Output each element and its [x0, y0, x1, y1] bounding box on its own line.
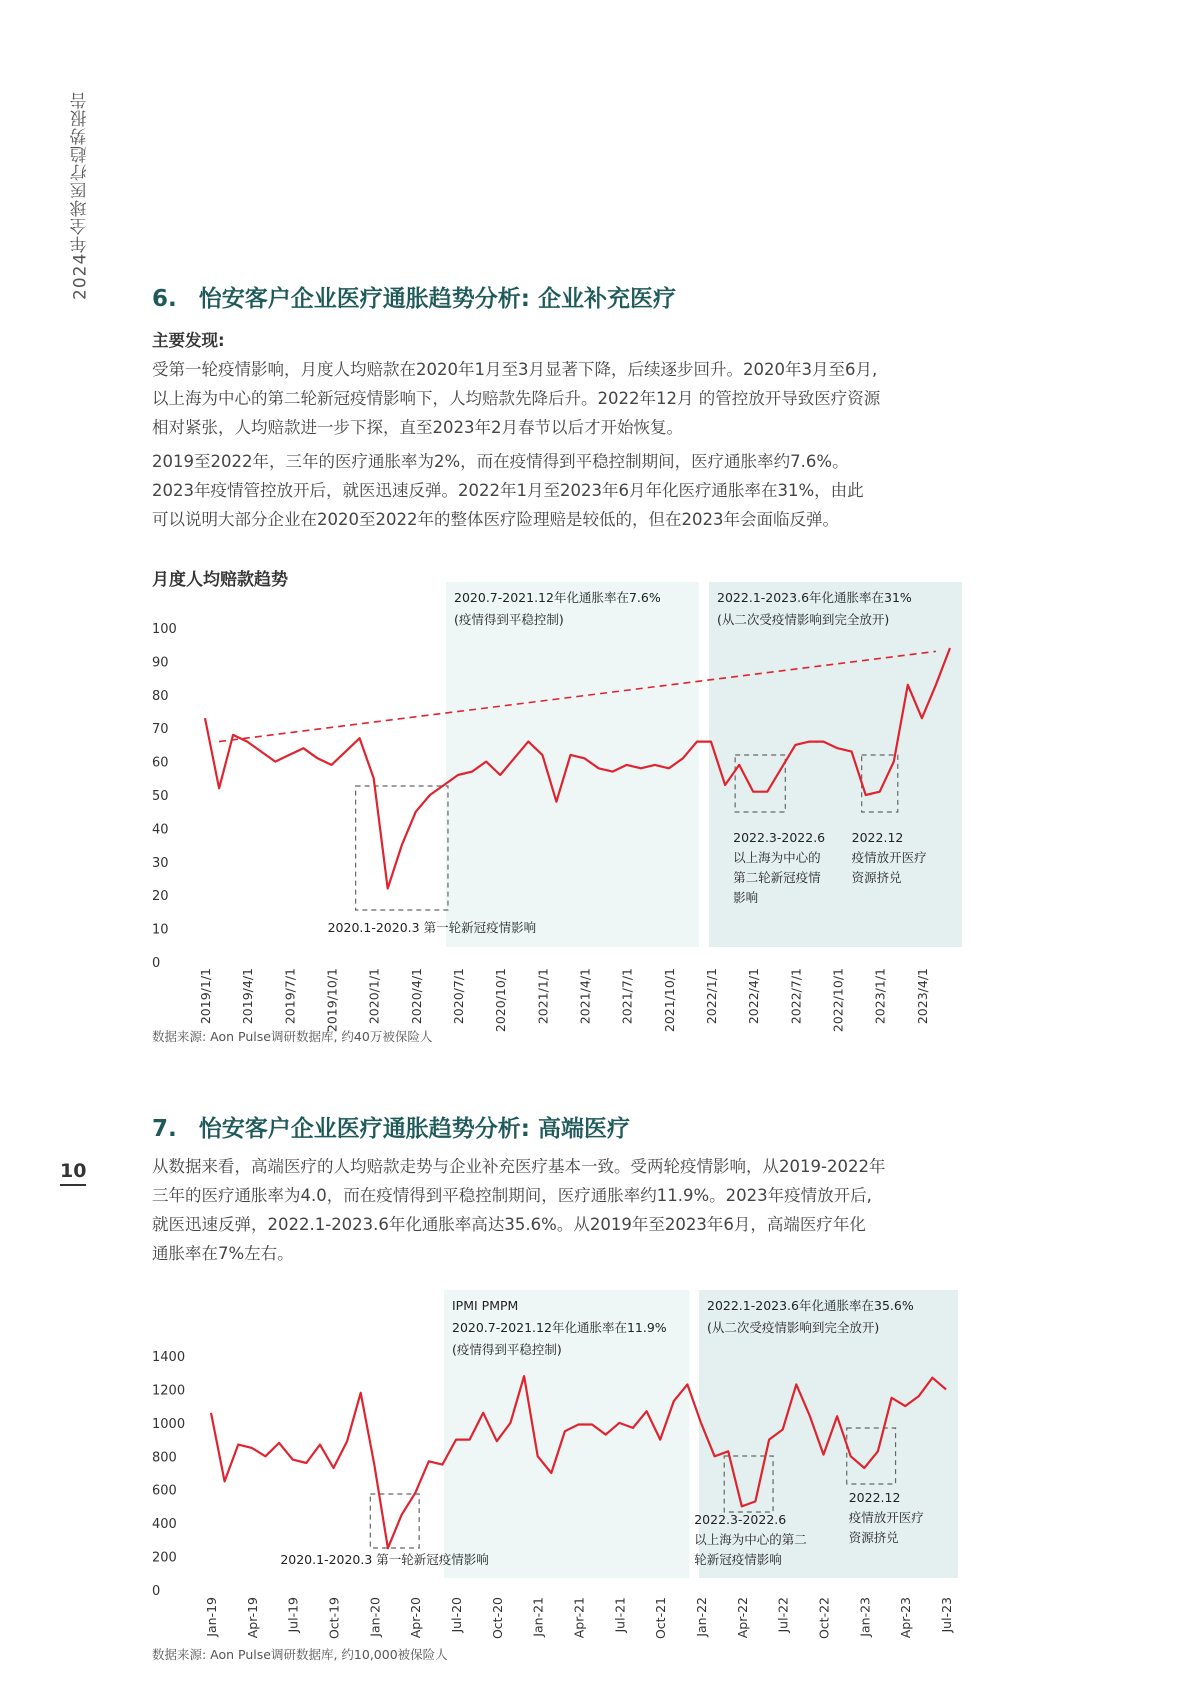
period-label: 2020.7-2021.12年化通胀率在7.6% [454, 590, 661, 605]
chart-1-title: 月度人均赔款趋势 [152, 570, 288, 590]
x-tick-label: 2020/7/1 [451, 968, 467, 1025]
x-tick-label: 2021/7/1 [619, 968, 635, 1025]
x-tick-label: 2019/10/1 [324, 968, 340, 1033]
y-tick-label: 10 [152, 922, 169, 938]
y-tick-label: 80 [152, 688, 169, 704]
para1-line: 受第一轮疫情影响，月度人均赔款在2020年1月至3月显著下降，后续逐步回升。2020年3月至6月, [152, 360, 878, 379]
x-tick-label: 2023/1/1 [872, 968, 888, 1025]
annotation-label: 疫情放开医疗 [848, 1510, 924, 1525]
section-7-number: 7. [152, 1116, 177, 1142]
para2-line: 2023年疫情管控放开后，就医迅速反弹。2022年1月至2023年6月年化医疗通胀率在31%，由此 [152, 481, 864, 500]
period-label: (从二次受疫情影响到完全放开) [717, 612, 890, 627]
y-tick-label: 0 [152, 1584, 161, 1599]
y-tick-label: 1400 [152, 1350, 186, 1365]
y-tick-label: 50 [152, 789, 169, 804]
annotation-label: 2022.12 [848, 1490, 901, 1505]
period-label: 2020.7-2021.12年化通胀率在11.9% [452, 1320, 667, 1335]
x-tick-label: Jul-20 [449, 1597, 464, 1633]
x-tick-label: 2021/10/1 [661, 968, 677, 1033]
x-tick-label: Oct-22 [816, 1597, 832, 1640]
x-tick-label: 2019/4/1 [240, 968, 256, 1025]
shaded-period-1 [446, 582, 699, 947]
y-tick-label: 60 [152, 755, 169, 771]
chart-2-source: 数据来源: Aon Pulse调研数据库, 约10,000被保险人 [152, 1647, 448, 1662]
para1-line: 以上海为中心的第二轮新冠疫情影响下，人均赔款先降后升。2022年12月 的管控放开导致医疗资源 [152, 389, 881, 408]
period-label: 2022.1-2023.6年化通胀率在31% [717, 590, 912, 605]
chart-1-source: 数据来源: Aon Pulse调研数据库, 约40万被保险人 [152, 1029, 433, 1044]
x-tick-label: Apr-22 [734, 1597, 750, 1639]
annotation-label: 2020.1-2020.3 第一轮新冠疫情影响 [280, 1552, 489, 1567]
period-label: (疫情得到平稳控制) [452, 1342, 562, 1357]
y-tick-label: 40 [152, 822, 169, 838]
x-tick-label: Oct-20 [489, 1597, 505, 1640]
annotation-label: 资源挤兑 [851, 870, 902, 885]
x-tick-label: 2022/10/1 [830, 968, 846, 1033]
x-tick-label: Apr-19 [244, 1597, 260, 1639]
x-tick-label: Apr-21 [571, 1597, 587, 1639]
annotation-label: 以上海为中心的第二 [694, 1532, 807, 1547]
y-tick-label: 70 [152, 722, 169, 738]
x-tick-label: 2019/1/1 [198, 968, 213, 1025]
annotation-label: 资源挤兑 [848, 1530, 899, 1545]
x-tick-label: 2020/4/1 [408, 968, 424, 1025]
findings-label: 主要发现: [152, 331, 225, 350]
x-tick-label: Jul-23 [939, 1597, 954, 1633]
y-tick-label: 400 [152, 1517, 177, 1533]
annotation-label: 2022.3-2022.6 [694, 1512, 787, 1527]
x-tick-label: 2021/1/1 [535, 968, 551, 1025]
period-label: 2022.1-2023.6年化通胀率在35.6% [707, 1298, 914, 1313]
annotation-label: 以上海为中心的 [733, 850, 821, 865]
para1-line: 相对紧张，人均赔款进一步下探，直至2023年2月春节以后才开始恢复。 [152, 418, 683, 437]
section-7-title: 怡安客户企业医疗通胀趋势分析: 高端医疗 [198, 1116, 630, 1142]
annotation-label: 疫情放开医疗 [851, 850, 927, 865]
x-tick-label: Jul-22 [775, 1597, 791, 1633]
period-label: IPMI PMPM [452, 1298, 519, 1313]
para-line: 三年的医疗通胀率为4.0，而在疫情得到平稳控制期间，医疗通胀率约11.9%。2023年疫情放开后, [152, 1186, 872, 1205]
y-tick-label: 600 [152, 1483, 177, 1499]
annotation-label: 2020.1-2020.3 第一轮新冠疫情影响 [327, 920, 537, 935]
period-label: (从二次受疫情影响到完全放开) [707, 1320, 880, 1335]
x-tick-label: Oct-21 [653, 1597, 669, 1640]
annotation-label: 2022.3-2022.6 [733, 830, 826, 845]
annotation-label: 影响 [733, 890, 759, 905]
para2-line: 2019至2022年，三年的医疗通胀率为2%，而在疫情得到平稳控制期间，医疗通胀率约7.6%。 [152, 452, 849, 471]
y-tick-label: 200 [152, 1550, 177, 1566]
annotation-box [370, 1494, 419, 1548]
x-tick-label: 2022/1/1 [704, 968, 720, 1025]
section-6-number: 6. [152, 286, 177, 312]
y-tick-label: 0 [152, 956, 161, 971]
y-tick-label: 90 [152, 655, 169, 671]
x-tick-label: Apr-23 [898, 1597, 914, 1639]
x-tick-label: Jan-22 [694, 1597, 709, 1637]
x-tick-label: Apr-20 [408, 1597, 424, 1639]
para-line: 通胀率在7%左右。 [152, 1244, 294, 1263]
para2-line: 可以说明大部分企业在2020至2022年的整体医疗险理赔是较低的，但在2023年会面临反弹。 [152, 510, 839, 529]
para-line: 就医迅速反弹，2022.1-2023.6年化通胀率高达35.6%。从2019年至2023年6月，高端医疗年化 [152, 1215, 866, 1234]
page-number: 10 [60, 1160, 86, 1186]
y-tick-label: 1200 [152, 1383, 186, 1399]
y-tick-label: 1000 [152, 1416, 186, 1432]
x-tick-label: Jan-20 [367, 1597, 383, 1637]
x-tick-label: 2023/4/1 [914, 968, 930, 1025]
annotation-label: 第二轮新冠疫情 [733, 870, 821, 885]
x-tick-label: Jul-21 [612, 1597, 628, 1633]
section-7-heading [152, 1110, 630, 1143]
y-tick-label: 30 [152, 855, 169, 871]
x-tick-label: Jan-21 [530, 1597, 546, 1637]
annotation-label: 轮新冠疫情影响 [694, 1552, 782, 1567]
x-tick-label: Oct-19 [326, 1597, 342, 1640]
y-tick-label: 800 [152, 1450, 177, 1466]
x-tick-label: Jan-23 [857, 1597, 873, 1637]
x-tick-label: 2019/7/1 [282, 968, 298, 1025]
x-tick-label: 2022/4/1 [746, 968, 762, 1025]
annotation-label: 2022.12 [851, 830, 904, 845]
report-title: 2024年全球医疗趋势报告 [70, 90, 91, 300]
y-tick-label: 20 [152, 889, 169, 905]
x-tick-label: 2022/7/1 [788, 968, 804, 1025]
period-label: (疫情得到平稳控制) [454, 612, 564, 627]
section-7-para [152, 1152, 962, 1268]
section-6-title: 怡安客户企业医疗通胀趋势分析: 企业补充医疗 [198, 286, 676, 312]
para-line: 从数据来看，高端医疗的人均赔款走势与企业补充医疗基本一致。受两轮疫情影响，从2019-2022年 [152, 1157, 886, 1176]
x-tick-label: Jan-19 [204, 1597, 219, 1637]
x-tick-label: 2021/4/1 [577, 968, 593, 1025]
x-tick-label: Jul-19 [285, 1597, 301, 1633]
x-tick-label: 2020/1/1 [366, 968, 382, 1025]
x-tick-label: 2020/10/1 [493, 968, 509, 1033]
y-tick-label: 100 [152, 622, 177, 637]
